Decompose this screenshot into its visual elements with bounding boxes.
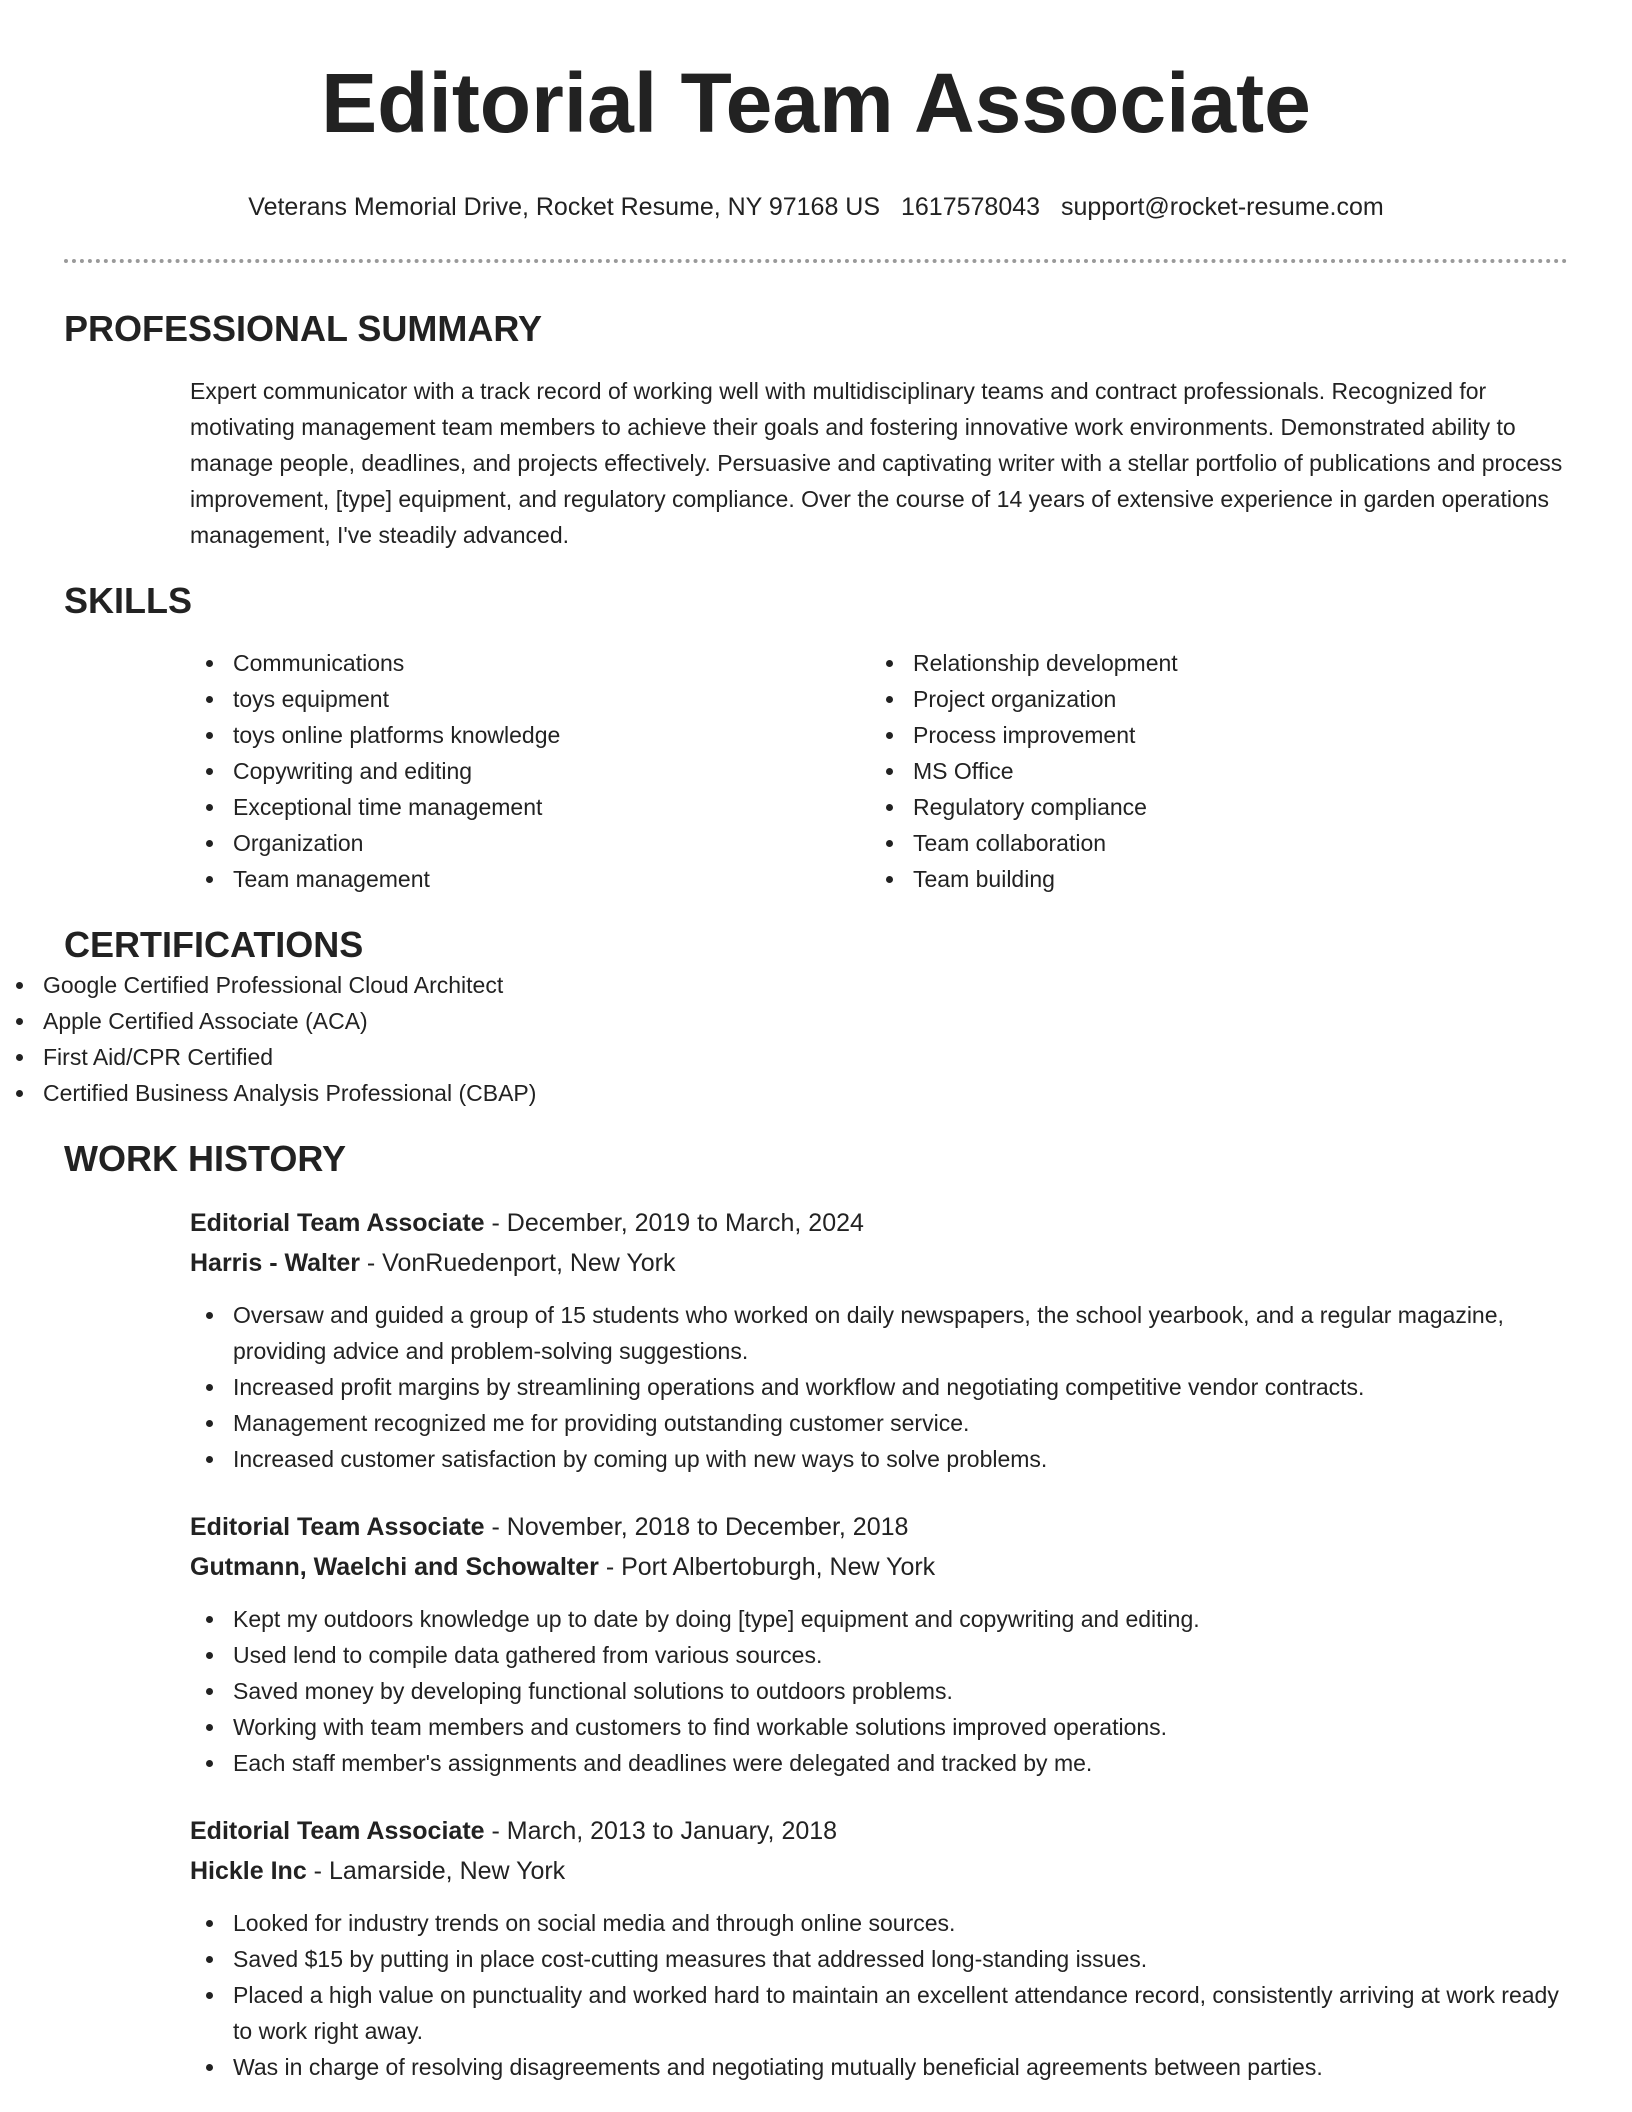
job-bullets [190, 1601, 1568, 1781]
skill-item: MS Office [870, 753, 1550, 789]
job-entry [190, 1811, 1568, 2085]
skill-item: Relationship development [870, 645, 1550, 681]
skill-item: Project organization [870, 681, 1550, 717]
skill-item: Team collaboration [870, 825, 1550, 861]
job-company: Harris - Walter [190, 1249, 360, 1277]
skills-list-left [190, 645, 870, 897]
skill-item: toys online platforms knowledge [190, 717, 870, 753]
job-bullets [190, 1297, 1568, 1477]
job-bullet: Was in charge of resolving disagreements and negotiating mutually beneficial agreements between parties. [190, 2049, 1568, 2085]
job-bullet: Increased profit margins by streamlining operations and workflow and negotiating competitive vendor contracts. [190, 1369, 1568, 1405]
skill-item: Communications [190, 645, 870, 681]
job-role: Editorial Team Associate [190, 1209, 485, 1237]
skill-item: Process improvement [870, 717, 1550, 753]
job-role-line [190, 1203, 1568, 1243]
job-bullet: Saved $15 by putting in place cost-cutting measures that addressed long-standing issues. [190, 1941, 1568, 1977]
work-history-section [0, 1137, 1632, 2085]
job-company-line [190, 1547, 1568, 1587]
certification-item: Apple Certified Associate (ACA) [0, 1003, 1632, 1039]
job-bullet: Kept my outdoors knowledge up to date by doing [type] equipment and copywriting and editing. [190, 1601, 1568, 1637]
skills-section [0, 579, 1632, 897]
job-bullet: Working with team members and customers to find workable solutions improved operations. [190, 1709, 1568, 1745]
header-divider [64, 259, 1568, 263]
job-bullet: Saved money by developing functional solutions to outdoors problems. [190, 1673, 1568, 1709]
job-location: - VonRuedenport, New York [359, 1249, 676, 1277]
certifications-section [0, 923, 1632, 1111]
job-bullet: Oversaw and guided a group of 15 students who worked on daily newspapers, the school yearbook, and a regular magazine, providing advice and problem-solving suggestions. [190, 1297, 1568, 1369]
job-entry [190, 1203, 1568, 1477]
job-entry [190, 1507, 1568, 1781]
certifications-heading: CERTIFICATIONS [64, 924, 364, 965]
job-company: Hickle Inc [190, 1857, 307, 1885]
job-bullet: Increased customer satisfaction by coming up with new ways to solve problems. [190, 1441, 1568, 1477]
job-bullet: Looked for industry trends on social media and through online sources. [190, 1905, 1568, 1941]
skill-item: toys equipment [190, 681, 870, 717]
job-role: Editorial Team Associate [190, 1513, 485, 1541]
summary-text: Expert communicator with a track record of working well with multidisciplinary teams and contract professionals. Recognized for motivating management team members to achieve their goals and fostering innovative work environments. Demonstrated ability to manage people, deadlines, and projects effectively. Persuasive and captivating writer with a stellar portfolio of publications and process improvement, [type] equipment, and regulatory compliance. Over the course of 14 years of extensive experience in garden operations management, I've steadily advanced. [190, 378, 1563, 548]
contact-phone: 1617578043 [901, 193, 1041, 221]
skill-item: Organization [190, 825, 870, 861]
contact-email: support@rocket-resume.com [1061, 193, 1384, 221]
job-role-line [190, 1507, 1568, 1547]
certification-item: First Aid/CPR Certified [0, 1039, 1632, 1075]
candidate-name: Editorial Team Associate [321, 56, 1311, 150]
contact-address: Veterans Memorial Drive, Rocket Resume, NY 97168 US [248, 193, 881, 221]
skills-list-right [870, 645, 1550, 897]
skills-columns [190, 645, 1568, 897]
job-bullet: Management recognized me for providing outstanding customer service. [190, 1405, 1568, 1441]
summary-heading: PROFESSIONAL SUMMARY [64, 308, 543, 349]
job-dates: - December, 2019 to March, 2024 [484, 1209, 864, 1237]
skill-item: Copywriting and editing [190, 753, 870, 789]
certification-item: Certified Business Analysis Professional (CBAP) [0, 1075, 1632, 1111]
job-location: - Port Albertoburgh, New York [598, 1553, 936, 1581]
job-company-line [190, 1243, 1568, 1283]
job-role: Editorial Team Associate [190, 1817, 485, 1845]
skill-item: Team building [870, 861, 1550, 897]
job-dates: - March, 2013 to January, 2018 [484, 1817, 838, 1845]
job-location: - Lamarside, New York [306, 1857, 566, 1885]
job-bullet: Placed a high value on punctuality and worked hard to maintain an excellent attendance record, consistently arriving at work ready to work right away. [190, 1977, 1568, 2049]
certifications-list [0, 967, 1632, 1111]
job-company: Gutmann, Waelchi and Schowalter [190, 1553, 599, 1581]
certification-item: Google Certified Professional Cloud Architect [0, 967, 1632, 1003]
job-bullet: Each staff member's assignments and deadlines were delegated and tracked by me. [190, 1745, 1568, 1781]
work-history-heading: WORK HISTORY [64, 1138, 347, 1179]
job-dates: - November, 2018 to December, 2018 [484, 1513, 909, 1541]
skill-item: Team management [190, 861, 870, 897]
job-bullet: Used lend to compile data gathered from various sources. [190, 1637, 1568, 1673]
skill-item: Exceptional time management [190, 789, 870, 825]
summary-section [0, 307, 1632, 553]
job-company-line [190, 1851, 1568, 1891]
contact-line [0, 192, 1632, 222]
job-bullets [190, 1905, 1568, 2085]
skills-heading: SKILLS [64, 580, 193, 621]
job-role-line [190, 1811, 1568, 1851]
skill-item: Regulatory compliance [870, 789, 1550, 825]
